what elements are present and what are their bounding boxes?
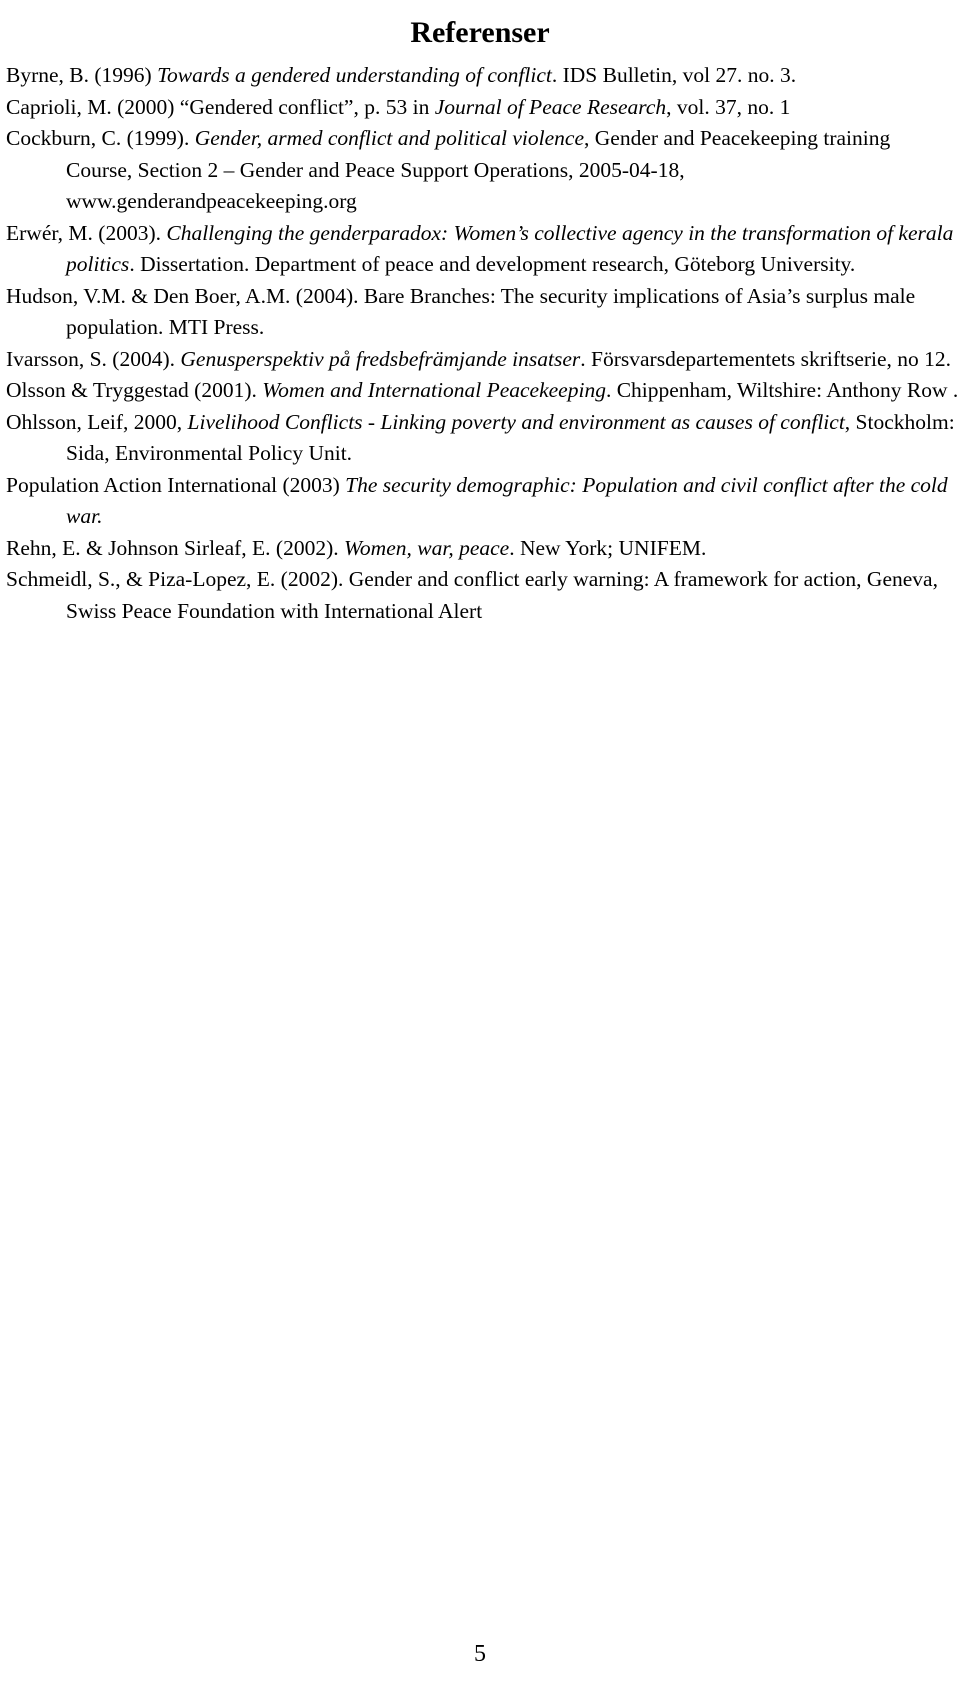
- reference-text: . New York; UNIFEM.: [509, 535, 707, 560]
- reference-text: Ohlsson, Leif, 2000,: [6, 409, 188, 434]
- reference-item: [6, 60, 960, 92]
- reference-list: [6, 60, 960, 627]
- page-number: 5: [474, 1641, 486, 1667]
- reference-title-italic: Women and International Peacekeeping: [262, 378, 606, 402]
- reference-text: Byrne, B. (1996): [6, 63, 158, 87]
- reference-item: [6, 533, 960, 565]
- reference-text: Ivarsson, S. (2004).: [6, 346, 181, 371]
- reference-item: [6, 564, 960, 627]
- reference-item: [6, 375, 960, 407]
- reference-title-italic: Challenging the genderparadox: Women’s collective agency in the transformation of kerala politics: [66, 220, 954, 276]
- reference-title-italic: The security demographic: Population and civil conflict after the cold war.: [66, 472, 948, 528]
- reference-text: Olsson & Tryggestad (2001).: [6, 378, 263, 402]
- reference-item: [6, 344, 960, 376]
- reference-title-italic: Livelihood Conflicts - Linking poverty and environment as causes of conflict: [187, 409, 845, 434]
- reference-text: Cockburn, C. (1999).: [6, 126, 195, 150]
- reference-text: . IDS Bulletin, vol 27. no. 3.: [551, 63, 797, 87]
- reference-text: Erwér, M. (2003).: [6, 220, 167, 245]
- reference-item: [6, 218, 960, 281]
- reference-item: [6, 470, 960, 533]
- reference-item: [6, 123, 960, 218]
- reference-text: . Chippenham, Wiltshire: Anthony Row .: [605, 378, 959, 402]
- reference-item: [6, 281, 960, 344]
- reference-title-italic: Gender, armed conflict and political violence: [194, 126, 584, 150]
- reference-text: Caprioli, M. (2000) “Gendered conflict”, p. 53 in: [6, 94, 435, 119]
- reference-title-italic: Towards a gendered understanding of conflict: [157, 63, 552, 87]
- reference-text: , Stockholm: Sida, Environmental Policy Unit.: [66, 409, 955, 465]
- reference-text: , vol. 37, no. 1: [666, 94, 791, 119]
- reference-item: [6, 407, 960, 470]
- reference-title-italic: Women, war, peace: [344, 535, 510, 560]
- reference-title-italic: Genusperspektiv på fredsbefrämjande insatser: [180, 346, 581, 371]
- reference-text: Rehn, E. & Johnson Sirleaf, E. (2002).: [6, 535, 344, 560]
- reference-text: Schmeidl, S., & Piza-Lopez, E. (2002). Gender and conflict early warning: A framework for action, Geneva, Swiss Peace Foundation with International Alert: [6, 567, 938, 623]
- reference-item: [6, 92, 960, 124]
- reference-text: . Försvarsdepartementets skriftserie, no 12.: [580, 346, 952, 371]
- reference-text: , Gender and Peacekeeping training Course, Section 2 – Gender and Peace Support Operations, 2005-04-18, www.genderandpeacekeeping.org: [66, 126, 891, 213]
- reference-text: . Dissertation. Department of peace and development research, Göteborg University.: [129, 252, 856, 276]
- reference-text: Population Action International (2003): [6, 472, 346, 497]
- reference-text: Hudson, V.M. & Den Boer, A.M. (2004). Bare Branches: The security implications of Asia’s surplus male population. MTI Press.: [6, 283, 916, 339]
- page-title: Referenser: [410, 16, 550, 50]
- reference-title-italic: Journal of Peace Research: [434, 94, 667, 119]
